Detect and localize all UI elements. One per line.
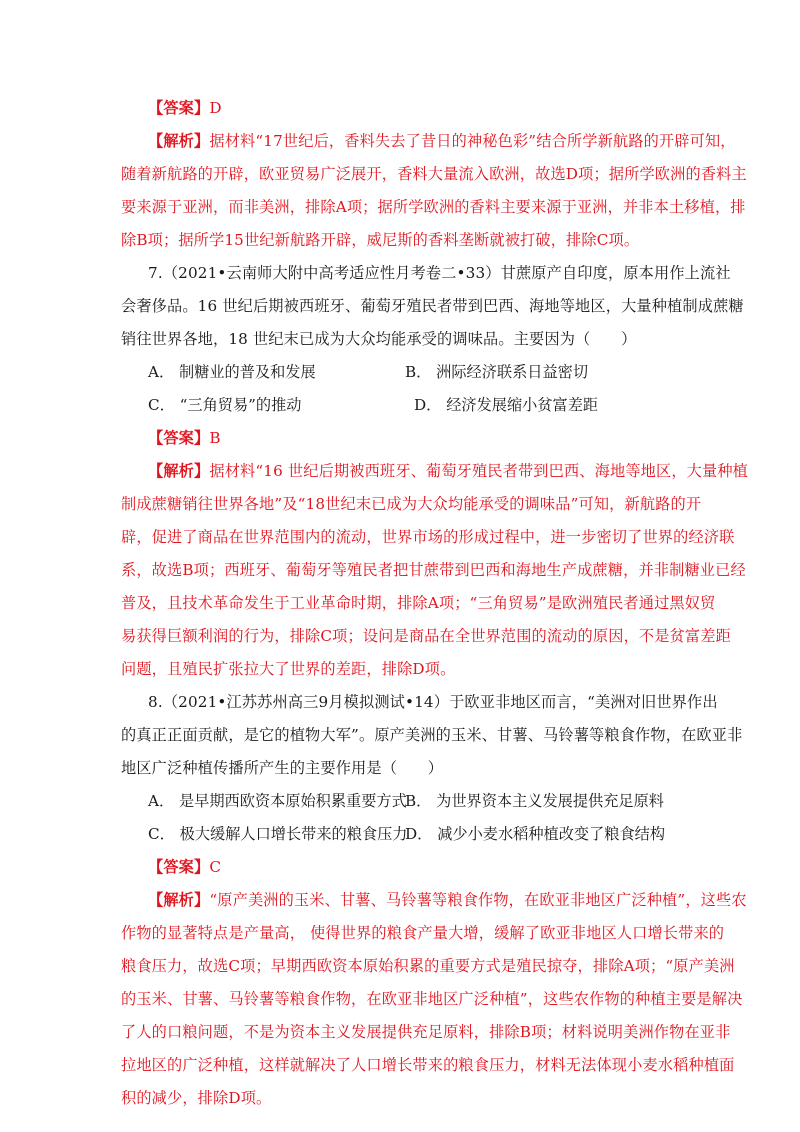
question-stem-line: 地区广泛种植传播所产生的主要作用是（ ） <box>121 759 444 777</box>
analysis-line: 问题，且殖民扩张拉大了世界的差距，排除D项。 <box>121 660 456 678</box>
option-c: C． “三角贸易”的推动 <box>148 396 302 414</box>
answer-tag: 【答案】 <box>148 429 210 447</box>
analysis-tag: 【解析】 <box>148 462 210 480</box>
analysis-line: 系，故选B项；西班牙、葡萄牙等殖民者把甘蔗带到巴西和海地生产成蔗糖，并非制糖业已经 <box>121 561 746 579</box>
question-stem-line: 7.（2021•云南师大附中高考适应性月考卷二•33）甘蔗原产自印度，原本用作上流社 <box>148 264 731 282</box>
analysis-line: 积的减少，排除D项。 <box>121 1089 272 1107</box>
option-b: B． 洲际经济联系日益密切 <box>405 363 589 381</box>
answer-value: C <box>209 858 222 876</box>
answer-tag: 【答案】 <box>148 99 210 117</box>
analysis-line: 随着新航路的开辟，欧亚贸易广泛展开，香料大量流入欧洲，故选D项；据所学欧洲的香料主 <box>121 165 747 183</box>
question-stem-line: 的真正正面贡献，是它的植物大军”。原产美洲的玉米、甘薯、马铃薯等粮食作物，在欧亚非 <box>121 726 743 744</box>
option-a: A． 是早期西欧资本原始积累重要方式 <box>148 792 407 810</box>
analysis-tag: 【解析】 <box>148 891 210 909</box>
option-d: D． 经济发展缩小贫富差距 <box>414 396 599 414</box>
question-stem-line: 8.（2021•江苏苏州高三9月模拟测试•14）于欧亚非地区而言，“美洲对旧世界作出 <box>148 693 718 711</box>
analysis-line: 制成蔗糖销往世界各地”及“18世纪末已成为大众均能承受的调味品”可知，新航路的开 <box>121 495 702 513</box>
analysis-line: 作物的显著特点是产量高， 使得世界的粮食产量大增，缓解了欧亚非地区人口增长带来的 <box>121 924 725 942</box>
option-b: B． 为世界资本主义发展提供充足原料 <box>405 792 664 810</box>
analysis-line: 易获得巨额利润的行为，排除C项；设问是商品在全世界范围的流动的原因，不是贫富差距 <box>121 627 731 645</box>
analysis-line: 了人的口粮问题，不是为资本主义发展提供充足原料，排除B项；材料说明美洲作物在亚非 <box>121 1023 731 1041</box>
question-stem-line: 会奢侈品。16 世纪后期被西班牙、葡萄牙殖民者带到巴西、海地等地区，大量种植制成蔗糖 <box>121 297 744 315</box>
analysis-text: “原产美洲的玉米、甘薯、马铃薯等粮食作物，在欧亚非地区广泛种植”，这些农 <box>209 891 747 909</box>
analysis-line: 要来源于亚洲，而非美洲，排除A项；据所学欧洲的香料主要来源于亚洲，并非本土移植，排 <box>121 198 746 216</box>
analysis-text: 据材料“16 世纪后期被西班牙、葡萄牙殖民者带到巴西、海地等地区，大量种植 <box>209 462 749 480</box>
analysis-line <box>148 131 736 151</box>
option-a: A． 制糖业的普及和发展 <box>148 363 316 381</box>
answer-line <box>148 857 221 877</box>
option-c: C． 极大缓解人口增长带来的粮食压力 <box>148 825 408 843</box>
analysis-line: 辟，促进了商品在世界范围内的流动，世界市场的形成过程中，进一步密切了世界的经济联 <box>121 528 735 546</box>
question-stem-line: 销往世界各地，18 世纪末已成为大众均能承受的调味品。主要因为（ ） <box>121 330 637 348</box>
answer-tag: 【答案】 <box>148 858 210 876</box>
analysis-line: 普及，且技术革命发生于工业革命时期，排除A项；“三角贸易”是欧洲殖民者通过黑奴贸 <box>121 594 716 612</box>
analysis-line <box>148 461 748 481</box>
analysis-line: 的玉米、甘薯、马铃薯等粮食作物，在欧亚非地区广泛种植”，这些农作物的种植主要是解决 <box>121 990 743 1008</box>
answer-line <box>148 98 222 118</box>
analysis-line: 除B项；据所学15世纪新航路开辟，威尼斯的香料垄断就被打破，排除C项。 <box>121 231 640 249</box>
option-d: D． 减少小麦水稻种植改变了粮食结构 <box>405 825 666 843</box>
analysis-text: 据材料“17世纪后，香料失去了昔日的神秘色彩”结合所学新航路的开辟可知， <box>209 132 736 150</box>
analysis-line <box>148 890 747 910</box>
answer-line <box>148 428 221 448</box>
analysis-line: 粮食压力，故选C项；早期西欧资本原始积累的重要方式是殖民掠夺，排除A项；“原产美洲 <box>121 957 735 975</box>
answer-value: D <box>209 99 222 117</box>
analysis-line: 拉地区的广泛种植，这样就解决了人口增长带来的粮食压力，材料无法体现小麦水稻种植面 <box>121 1056 735 1074</box>
answer-value: B <box>209 429 221 447</box>
analysis-tag: 【解析】 <box>148 132 210 150</box>
